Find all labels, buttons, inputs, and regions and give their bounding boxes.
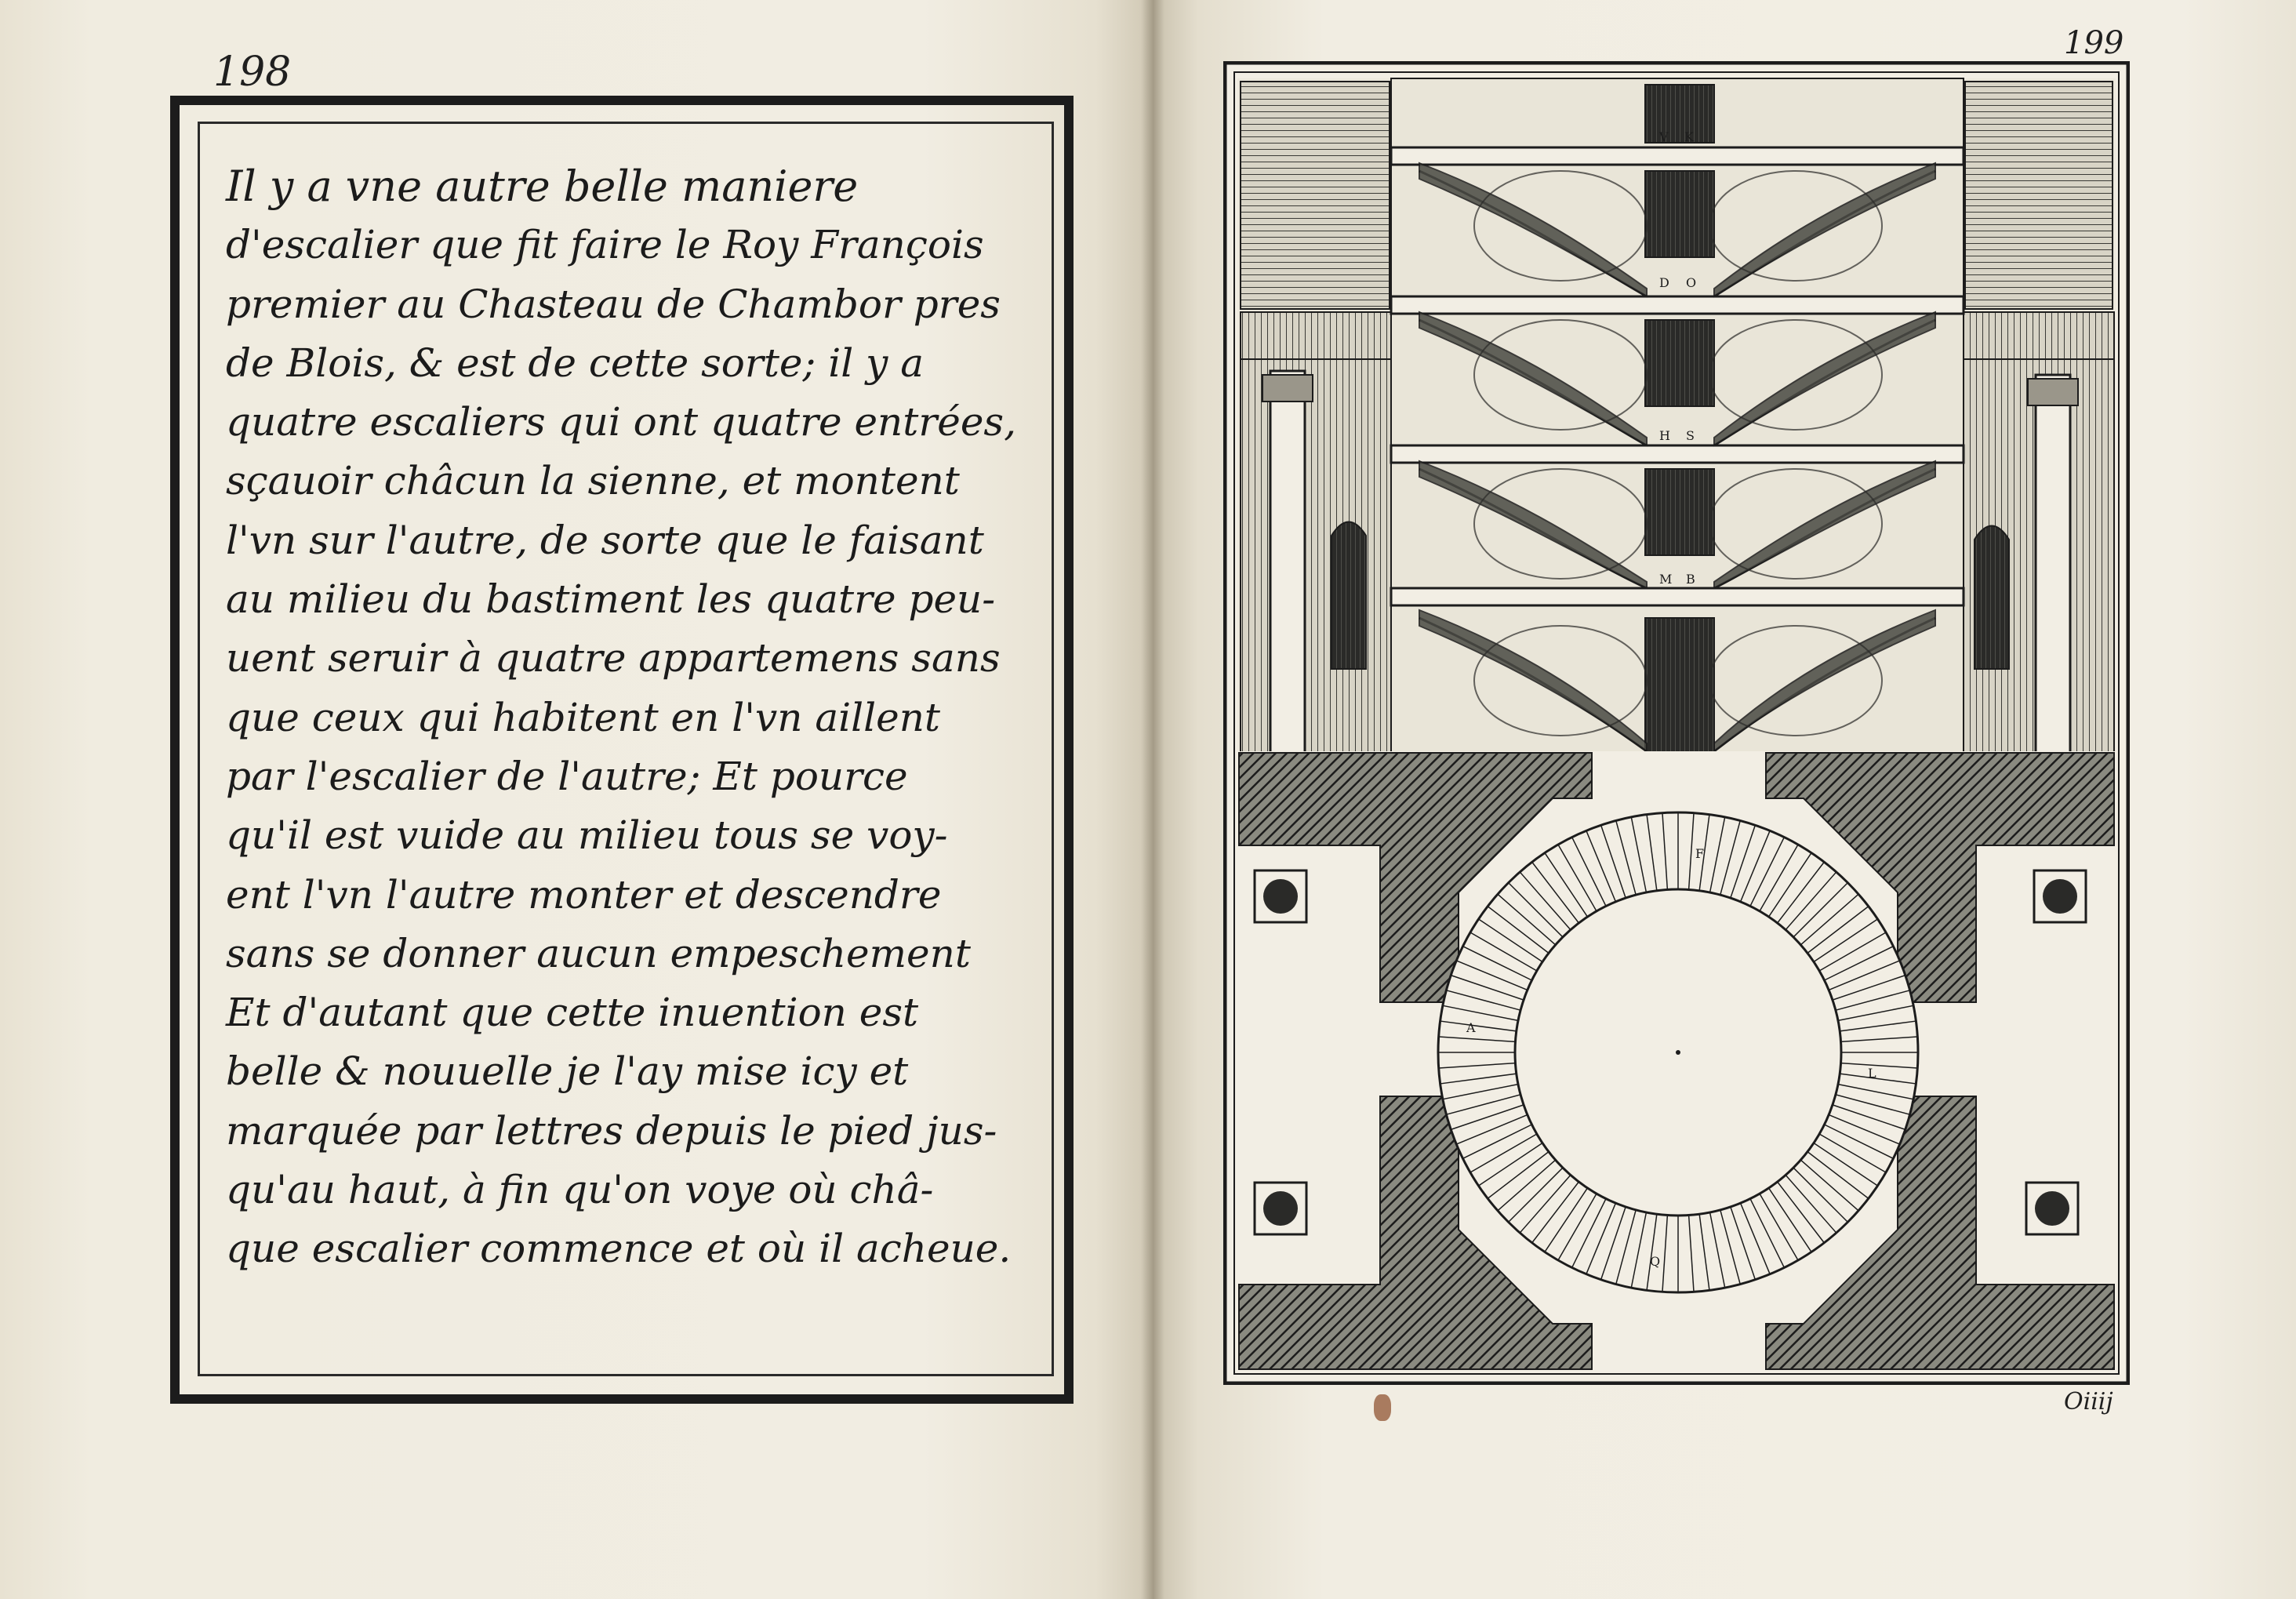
plan-letter: L — [1868, 1066, 1876, 1081]
text-line: Et d'autant que cette inuention est — [226, 990, 919, 1036]
elevation-letter: V — [1659, 129, 1669, 144]
text-line: d'escalier que fit faire le Roy François — [226, 222, 984, 268]
elevation-letter: S — [1686, 428, 1695, 443]
plan-letter: F — [1695, 846, 1705, 861]
engraved-plate — [1223, 61, 2130, 1385]
text-line: ent l'vn l'autre monter et descendre — [226, 871, 942, 918]
text-line: sçauoir châcun la sienne, et montent — [226, 458, 960, 504]
page-number-left: 198 — [213, 49, 292, 96]
staircase-elevation — [1237, 78, 2116, 805]
page-number-right: 199 — [2064, 25, 2124, 61]
elevation-letter: D — [1659, 275, 1669, 290]
plan-letter: Q — [1650, 1254, 1661, 1269]
pillar — [2034, 870, 2086, 922]
pillar — [2026, 1183, 2078, 1234]
text-line: uent seruir à quatre appartemens sans — [226, 635, 1001, 681]
text-line: belle & nouuelle je l'ay mise icy et — [226, 1048, 909, 1095]
text-line: Il y a vne autre belle maniere — [226, 162, 859, 211]
text-line: premier au Chasteau de Chambor pres — [226, 281, 1001, 327]
book-gutter — [1141, 0, 1164, 1599]
paper-stain — [1374, 1394, 1391, 1421]
text-line: l'vn sur l'autre, de sorte que le faisant — [226, 517, 984, 563]
text-line: qu'il est vuide au milieu tous se voy- — [226, 812, 948, 859]
text-line: par l'escalier de l'autre; Et pource — [226, 753, 908, 799]
elevation-letter: M — [1659, 572, 1673, 587]
text-line: quatre escaliers qui ont quatre entrées, — [226, 399, 1016, 445]
ground-plan — [1237, 751, 2116, 1371]
text-line: au milieu du bastiment les quatre peu- — [226, 576, 996, 623]
niche-left — [1331, 522, 1366, 670]
text-line: que escalier commence et où il acheue. — [226, 1226, 1012, 1272]
pillar — [1255, 1183, 1306, 1234]
niche-right — [1974, 526, 2009, 670]
plan-letter: A — [1466, 1020, 1476, 1035]
elevation-letter: O — [1686, 275, 1697, 290]
body-text — [226, 157, 1049, 1279]
text-line: que ceux qui habitent en l'vn aillent — [226, 694, 940, 740]
text-line: qu'au haut, à fin qu'on voye où châ- — [226, 1167, 934, 1213]
signature-mark: Oiiij — [2064, 1388, 2113, 1415]
text-line: de Blois, & est de cette sorte; il y a — [226, 340, 925, 386]
pillar — [1255, 870, 1306, 922]
elevation-letter: K — [1684, 129, 1694, 144]
text-line: sans se donner aucun empeschement — [226, 930, 971, 976]
text-line: marquée par lettres depuis le pied jus- — [226, 1107, 997, 1154]
elevation-letter: B — [1686, 572, 1695, 587]
elevation-letter: H — [1659, 428, 1670, 443]
